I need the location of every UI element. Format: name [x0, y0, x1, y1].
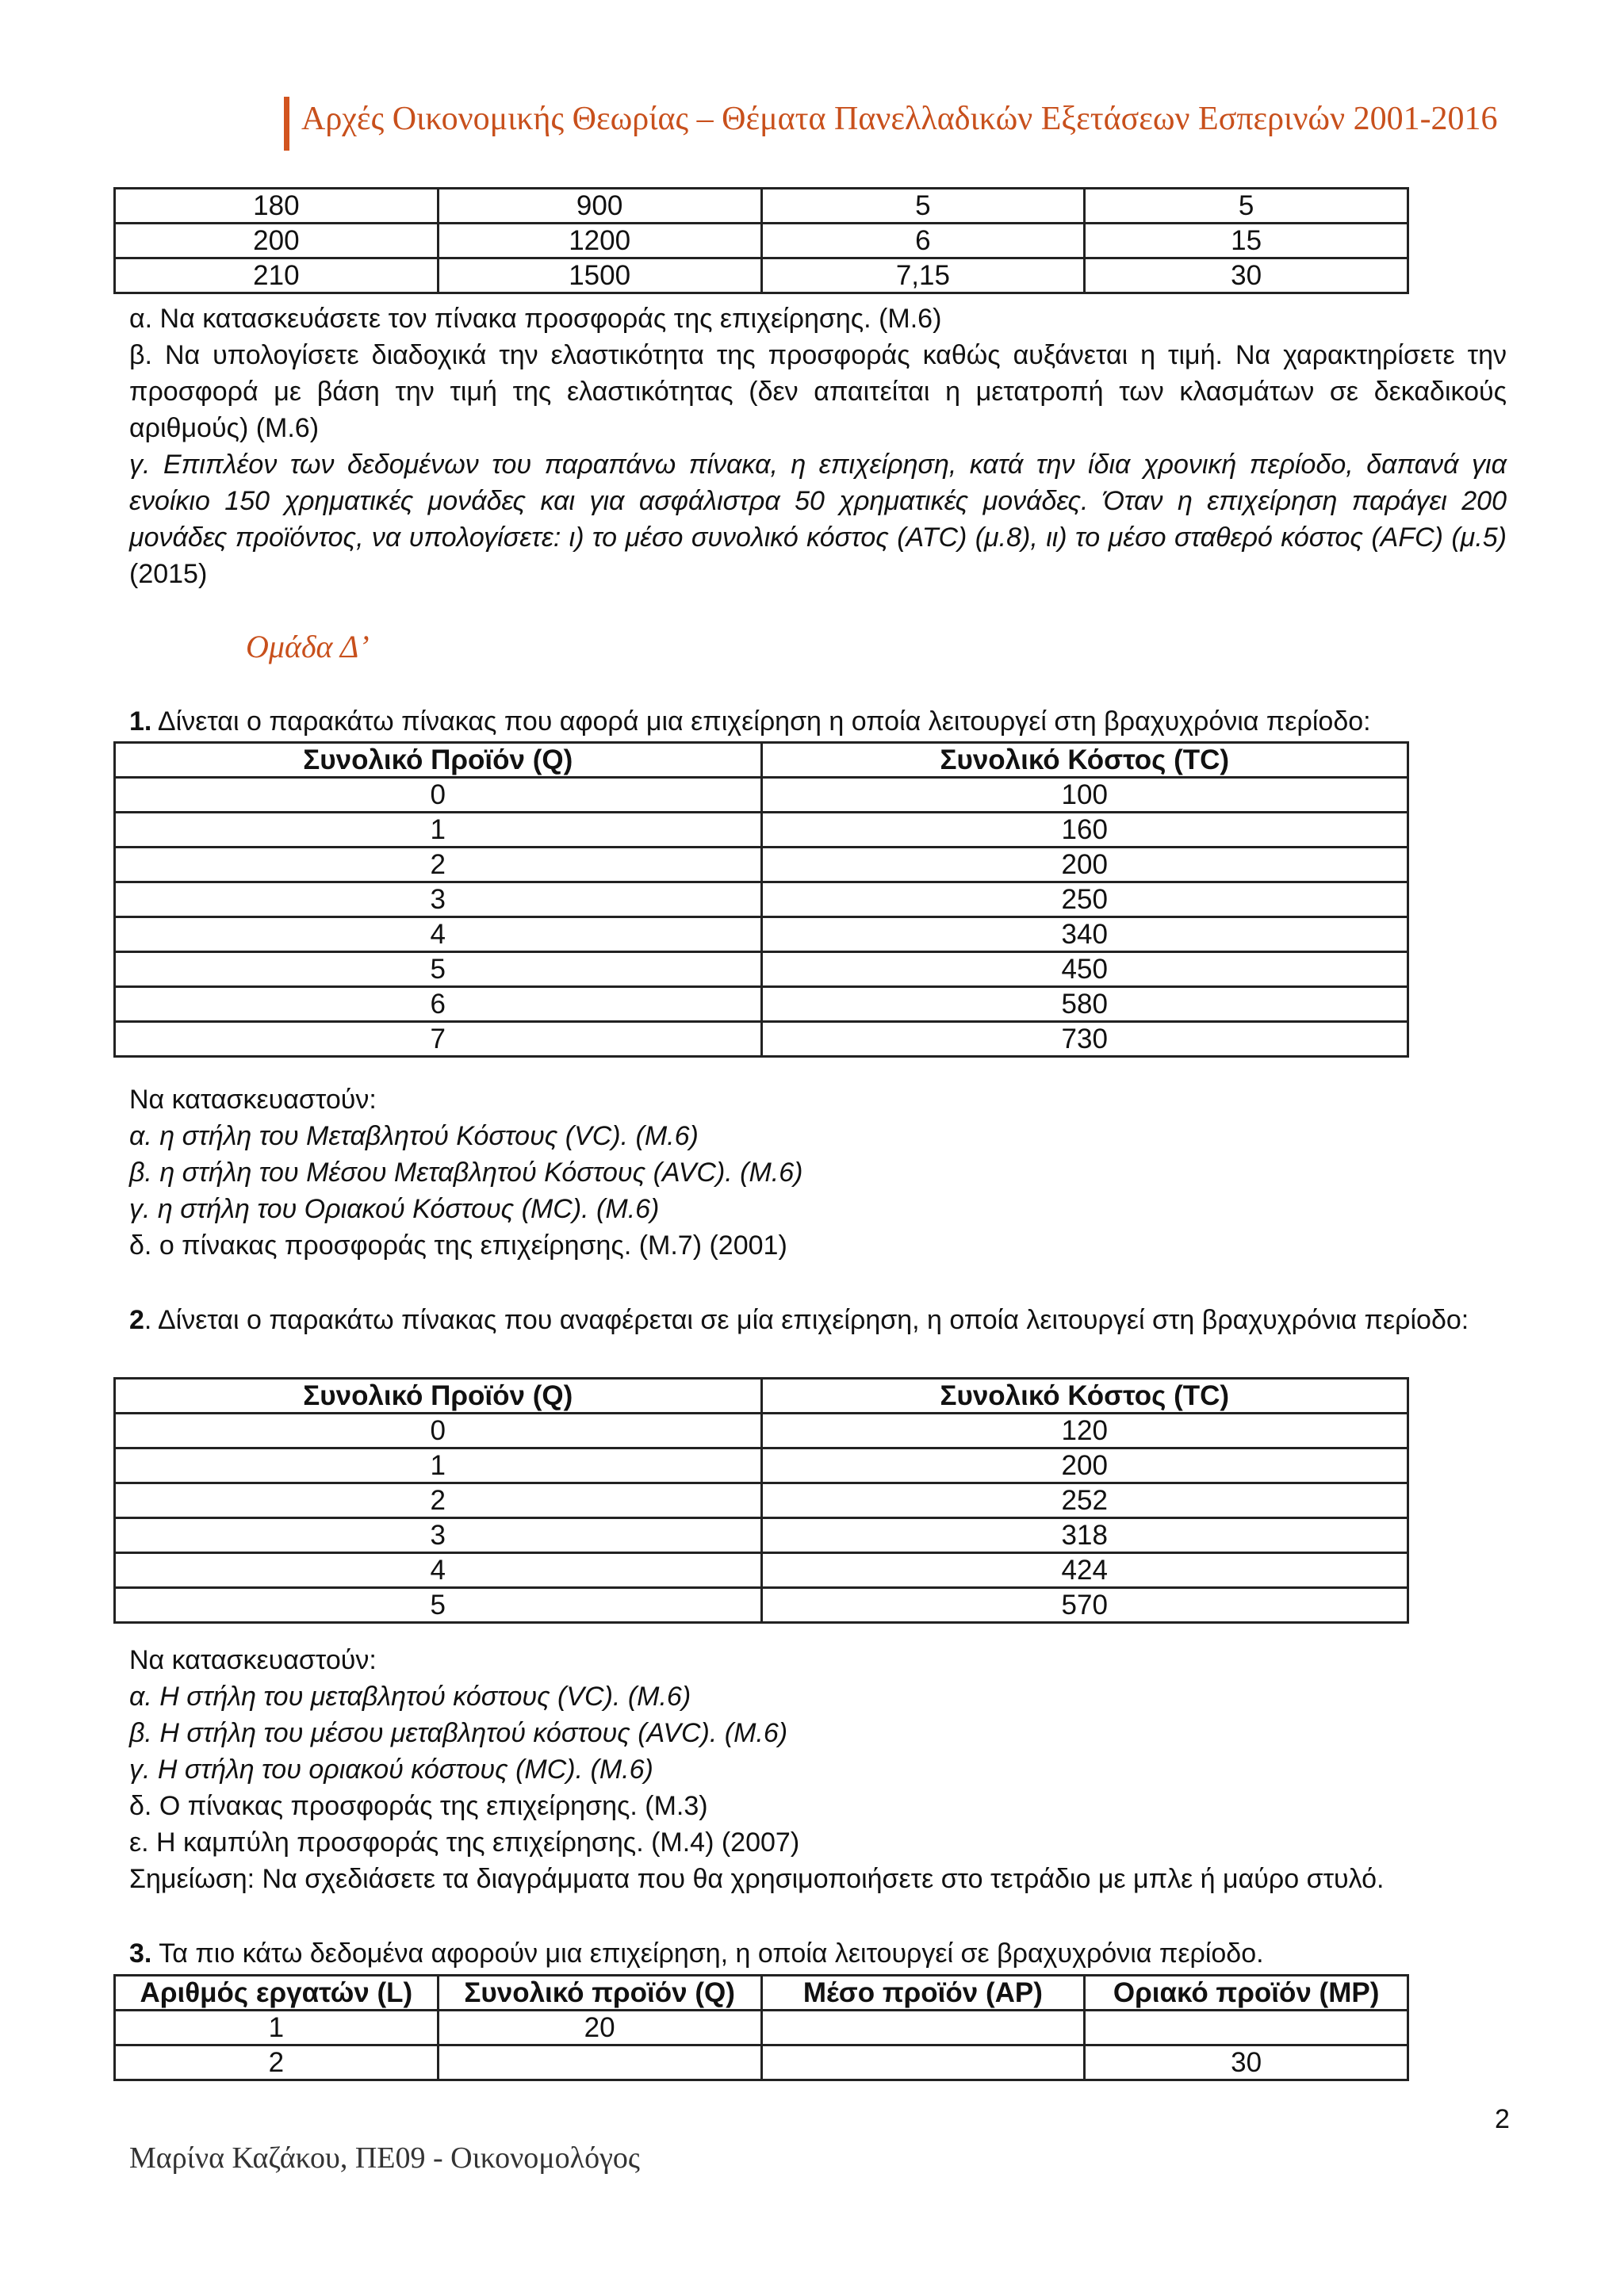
table-cell: 0 — [115, 778, 762, 813]
question-1-tasks — [129, 1081, 1507, 1264]
table-row — [115, 917, 1408, 952]
table-cell: 160 — [761, 813, 1408, 848]
question-number: 3. — [129, 1938, 152, 1969]
column-header: Συνολικό Κόστος (TC) — [761, 1379, 1408, 1414]
task-a: α. η στήλη του Μεταβλητού Κόστους (VC). (Μ.6) — [129, 1121, 699, 1151]
table-cell: 0 — [115, 1414, 762, 1448]
table-cell: 100 — [761, 778, 1408, 813]
column-header: Οριακό προϊόν (MP) — [1085, 1976, 1408, 2011]
table-row — [115, 778, 1408, 813]
question-part-c-text: γ. Επιπλέον των δεδομένων του παραπάνω πίνακα, η επιχείρηση, κατά την ίδια χρονική περίοδο, δαπανά για ενοίκιο 150 χρηματικές μονάδες και για ασφάλιστρα 50 χρηματικές μονάδες. Όταν η επιχείρηση παράγει 200 μονάδες προϊόντος, να υπολογίσετε: ι) το μέσο συνολικό κόστος (ATC) (μ.8), ιι) το μέσο σταθερό κόστος (AFC) (μ.5) — [129, 450, 1507, 553]
table-row — [115, 813, 1408, 848]
table-cell: 1 — [115, 2011, 439, 2045]
table-cell: 570 — [761, 1588, 1408, 1623]
question-1-intro — [129, 703, 1507, 740]
table-cell: 2 — [115, 848, 762, 882]
question-number: 1. — [129, 706, 152, 737]
table-cell: 6 — [115, 987, 762, 1022]
table-cell: 252 — [761, 1483, 1408, 1518]
footer-author: Μαρίνα Καζάκου, ΠΕ09 - Οικονομολόγος — [129, 2141, 640, 2175]
table-cell: 580 — [761, 987, 1408, 1022]
page-header-title: Αρχές Οικονομικής Θεωρίας – Θέματα Πανελλαδικών Εξετάσεων Εσπερινών 2001-2016 — [301, 101, 1498, 137]
table-cell: 730 — [761, 1022, 1408, 1057]
column-header: Συνολικό Προϊόν (Q) — [115, 1379, 762, 1414]
table-header-row — [115, 1976, 1408, 2011]
question-part-a: α. Να κατασκευάσετε τον πίνακα προσφοράς της επιχείρησης. (Μ.6) — [129, 304, 942, 334]
table-row — [115, 224, 1408, 258]
question-2-intro — [129, 1302, 1507, 1338]
table-cell: 3 — [115, 882, 762, 917]
table-cell — [761, 2011, 1085, 2045]
table-cell — [438, 2045, 761, 2080]
table-row — [115, 848, 1408, 882]
page-number: 2 — [1495, 2104, 1510, 2134]
table-cell: 180 — [115, 189, 439, 224]
task-e: ε. Η καμπύλη προσφοράς της επιχείρησης. (Μ.4) (2007) — [129, 1827, 800, 1858]
task-d: δ. ο πίνακας προσφοράς της επιχείρησης. (Μ.7) (2001) — [129, 1230, 787, 1261]
question-year: (2015) — [129, 559, 208, 589]
continuation-table — [113, 187, 1409, 294]
table-row — [115, 1022, 1408, 1057]
task-c: γ. Η στήλη του οριακού κόστους (MC). (Μ.6) — [129, 1755, 653, 1785]
question-3-intro — [129, 1935, 1507, 1972]
table-header-row — [115, 1379, 1408, 1414]
table-cell: 5 — [1085, 189, 1408, 224]
table-cell: 200 — [761, 848, 1408, 882]
table-row — [115, 1483, 1408, 1518]
question-part-c — [129, 446, 1507, 592]
task-note: Σημείωση: Να σχεδιάσετε τα διαγράμματα που θα χρησιμοποιήσετε στο τετράδιο με μπλε ή μαύρο στυλό. — [129, 1864, 1385, 1894]
header-accent-bar — [284, 97, 289, 151]
table-cell: 200 — [761, 1448, 1408, 1483]
table-row — [115, 1448, 1408, 1483]
table-row — [115, 952, 1408, 987]
table-cell: 3 — [115, 1518, 762, 1553]
table-cell: 4 — [115, 917, 762, 952]
table-cell: 5 — [115, 1588, 762, 1623]
table-row — [115, 882, 1408, 917]
table-row — [115, 1588, 1408, 1623]
table-cell: 20 — [438, 2011, 761, 2045]
table-row — [115, 189, 1408, 224]
table-header-row — [115, 743, 1408, 778]
question-number: 2 — [129, 1305, 144, 1335]
table-cell: 7,15 — [761, 258, 1085, 293]
table-cell: 210 — [115, 258, 439, 293]
column-header: Συνολικό Προϊόν (Q) — [115, 743, 762, 778]
table-cell: 6 — [761, 224, 1085, 258]
table-cell: 2 — [115, 1483, 762, 1518]
table-cell: 1200 — [438, 224, 761, 258]
task-prompt: Να κατασκευαστούν: — [129, 1085, 377, 1115]
table-row — [115, 1414, 1408, 1448]
table-cell: 7 — [115, 1022, 762, 1057]
table-cell — [761, 2045, 1085, 2080]
question-text: . Δίνεται ο παρακάτω πίνακας που αναφέρεται σε μία επιχείρηση, η οποία λειτουργεί στη βραχυχρόνια περίοδο: — [144, 1305, 1469, 1335]
question-1-table — [113, 741, 1409, 1058]
question-text: Τα πιο κάτω δεδομένα αφορούν μια επιχείρηση, η οποία λειτουργεί σε βραχυχρόνια περίοδο. — [151, 1938, 1264, 1969]
table-row — [115, 1518, 1408, 1553]
table-cell: 450 — [761, 952, 1408, 987]
table-cell: 424 — [761, 1553, 1408, 1588]
table-cell: 2 — [115, 2045, 439, 2080]
question-2-tasks — [129, 1642, 1507, 1897]
table-cell: 1 — [115, 1448, 762, 1483]
question-text: Δίνεται ο παρακάτω πίνακας που αφορά μια επιχείρηση η οποία λειτουργεί στη βραχυχρόνια περίοδο: — [151, 706, 1371, 737]
table-cell: 318 — [761, 1518, 1408, 1553]
table-row — [115, 1553, 1408, 1588]
table-cell — [1085, 2011, 1408, 2045]
task-c: γ. η στήλη του Οριακού Κόστους (MC). (Μ.6) — [129, 1194, 660, 1224]
table-cell: 250 — [761, 882, 1408, 917]
table-cell: 1 — [115, 813, 762, 848]
task-a: α. Η στήλη του μεταβλητού κόστους (VC). (Μ.6) — [129, 1682, 691, 1712]
question-3-table — [113, 1974, 1409, 2081]
table-cell: 30 — [1085, 258, 1408, 293]
table-cell: 15 — [1085, 224, 1408, 258]
question-part-b: β. Να υπολογίσετε διαδοχικά την ελαστικότητα της προσφοράς καθώς αυξάνεται η τιμή. Να χαρακτηρίσετε την προσφορά με βάση την τιμή της ελαστικότητας (δεν απαιτείται η μετατροπή των κλασμάτων σε δεκαδικούς αριθμούς) (Μ.6) — [129, 340, 1507, 443]
question-2-table — [113, 1377, 1409, 1624]
task-d: δ. Ο πίνακας προσφοράς της επιχείρησης. (Μ.3) — [129, 1791, 708, 1821]
table-cell: 1500 — [438, 258, 761, 293]
table-row — [115, 987, 1408, 1022]
column-header: Συνολικό προϊόν (Q) — [438, 1976, 761, 2011]
table-cell: 5 — [115, 952, 762, 987]
table-cell: 120 — [761, 1414, 1408, 1448]
column-header: Αριθμός εργατών (L) — [115, 1976, 439, 2011]
task-prompt: Να κατασκευαστούν: — [129, 1645, 377, 1675]
previous-question-text — [129, 300, 1507, 592]
task-b: β. Η στήλη του μέσου μεταβλητού κόστους (AVC). (Μ.6) — [129, 1718, 788, 1748]
table-cell: 4 — [115, 1553, 762, 1588]
table-row — [115, 2011, 1408, 2045]
task-b: β. η στήλη του Μέσου Μεταβλητού Κόστους (AVC). (Μ.6) — [129, 1158, 803, 1188]
table-row — [115, 2045, 1408, 2080]
column-header: Συνολικό Κόστος (TC) — [761, 743, 1408, 778]
table-cell: 340 — [761, 917, 1408, 952]
section-heading: Ομάδα Δ’ — [246, 629, 370, 664]
table-cell: 30 — [1085, 2045, 1408, 2080]
table-cell: 200 — [115, 224, 439, 258]
column-header: Μέσο προϊόν (AP) — [761, 1976, 1085, 2011]
table-cell: 900 — [438, 189, 761, 224]
table-cell: 5 — [761, 189, 1085, 224]
table-row — [115, 258, 1408, 293]
